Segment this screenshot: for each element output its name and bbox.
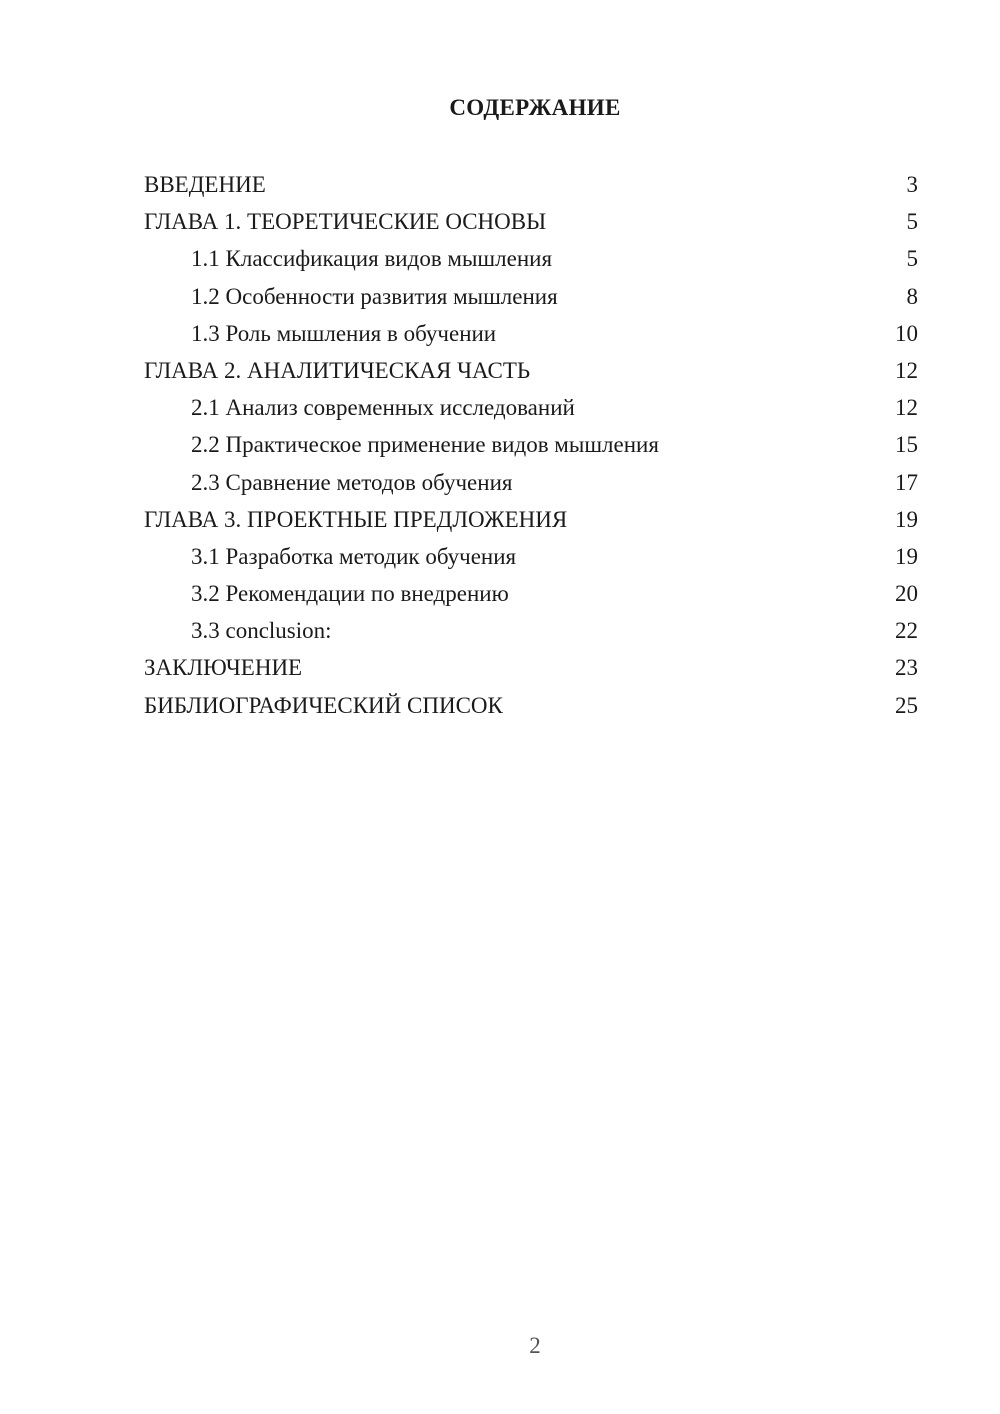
toc-item-label: ГЛАВА 1. ТЕОРЕТИЧЕСКИЕ ОСНОВЫ [144,209,547,235]
table-of-contents [144,166,918,724]
toc-item-page: 12 [895,357,918,383]
toc-item-page: 15 [895,432,918,458]
toc-item-section-1-1[interactable] [144,240,918,277]
toc-item-label: ВВЕДЕНИЕ [144,172,266,197]
toc-item-label: 2.1 Анализ современных исследований [191,395,575,421]
toc-item-chapter-3[interactable] [144,501,918,538]
toc-item-label: 3.3 conclusion: [191,618,332,644]
toc-item-chapter-1[interactable] [144,203,918,240]
toc-item-label: ЗАКЛЮЧЕНИЕ [144,655,303,681]
page-number: 2 [529,1333,541,1358]
toc-item-label: БИБЛИОГРАФИЧЕСКИЙ СПИСОК [144,692,503,718]
toc-item-section-1-2[interactable] [144,278,918,315]
toc-item-label: 1.1 Классификация видов мышления [191,246,553,272]
toc-item-conclusion[interactable] [144,649,918,686]
toc-item-label: 1.2 Особенности развития мышления [191,283,558,309]
toc-item-section-3-1[interactable] [144,538,918,575]
toc-item-section-1-3[interactable] [144,315,918,352]
toc-item-page: 19 [895,506,918,532]
toc-item-page: 5 [906,209,918,235]
toc-item-label: 3.1 Разработка методик обучения [191,543,517,569]
toc-item-section-3-3[interactable] [144,612,918,649]
toc-item-introduction[interactable] [144,166,918,203]
toc-item-page: 17 [895,469,918,495]
toc-item-page: 8 [906,283,918,309]
toc-item-page: 25 [895,692,918,718]
toc-item-label: ГЛАВА 2. АНАЛИТИЧЕСКАЯ ЧАСТЬ [144,357,531,383]
toc-item-label: 3.2 Рекомендации по внедрению [191,581,509,607]
toc-item-section-2-2[interactable] [144,426,918,463]
toc-item-page: 22 [895,618,918,644]
toc-item-section-2-1[interactable] [144,389,918,426]
toc-item-page: 5 [906,246,918,272]
toc-item-page: 23 [895,655,918,681]
toc-item-label: 2.3 Сравнение методов обучения [191,469,513,495]
page-title: СОДЕРЖАНИЕ [449,95,621,120]
toc-item-page: 20 [895,581,918,607]
toc-item-section-2-3[interactable] [144,464,918,501]
toc-item-label: 2.2 Практическое применение видов мышления [191,432,659,458]
toc-item-page: 10 [895,320,918,346]
toc-item-section-3-2[interactable] [144,575,918,612]
toc-item-page: 12 [895,395,918,421]
toc-item-bibliography[interactable] [144,687,918,724]
toc-item-label: ГЛАВА 3. ПРОЕКТНЫЕ ПРЕДЛОЖЕНИЯ [144,506,568,532]
toc-item-chapter-2[interactable] [144,352,918,389]
toc-item-page: 3 [906,172,918,197]
toc-item-label: 1.3 Роль мышления в обучении [191,320,497,346]
toc-item-page: 19 [895,543,918,569]
